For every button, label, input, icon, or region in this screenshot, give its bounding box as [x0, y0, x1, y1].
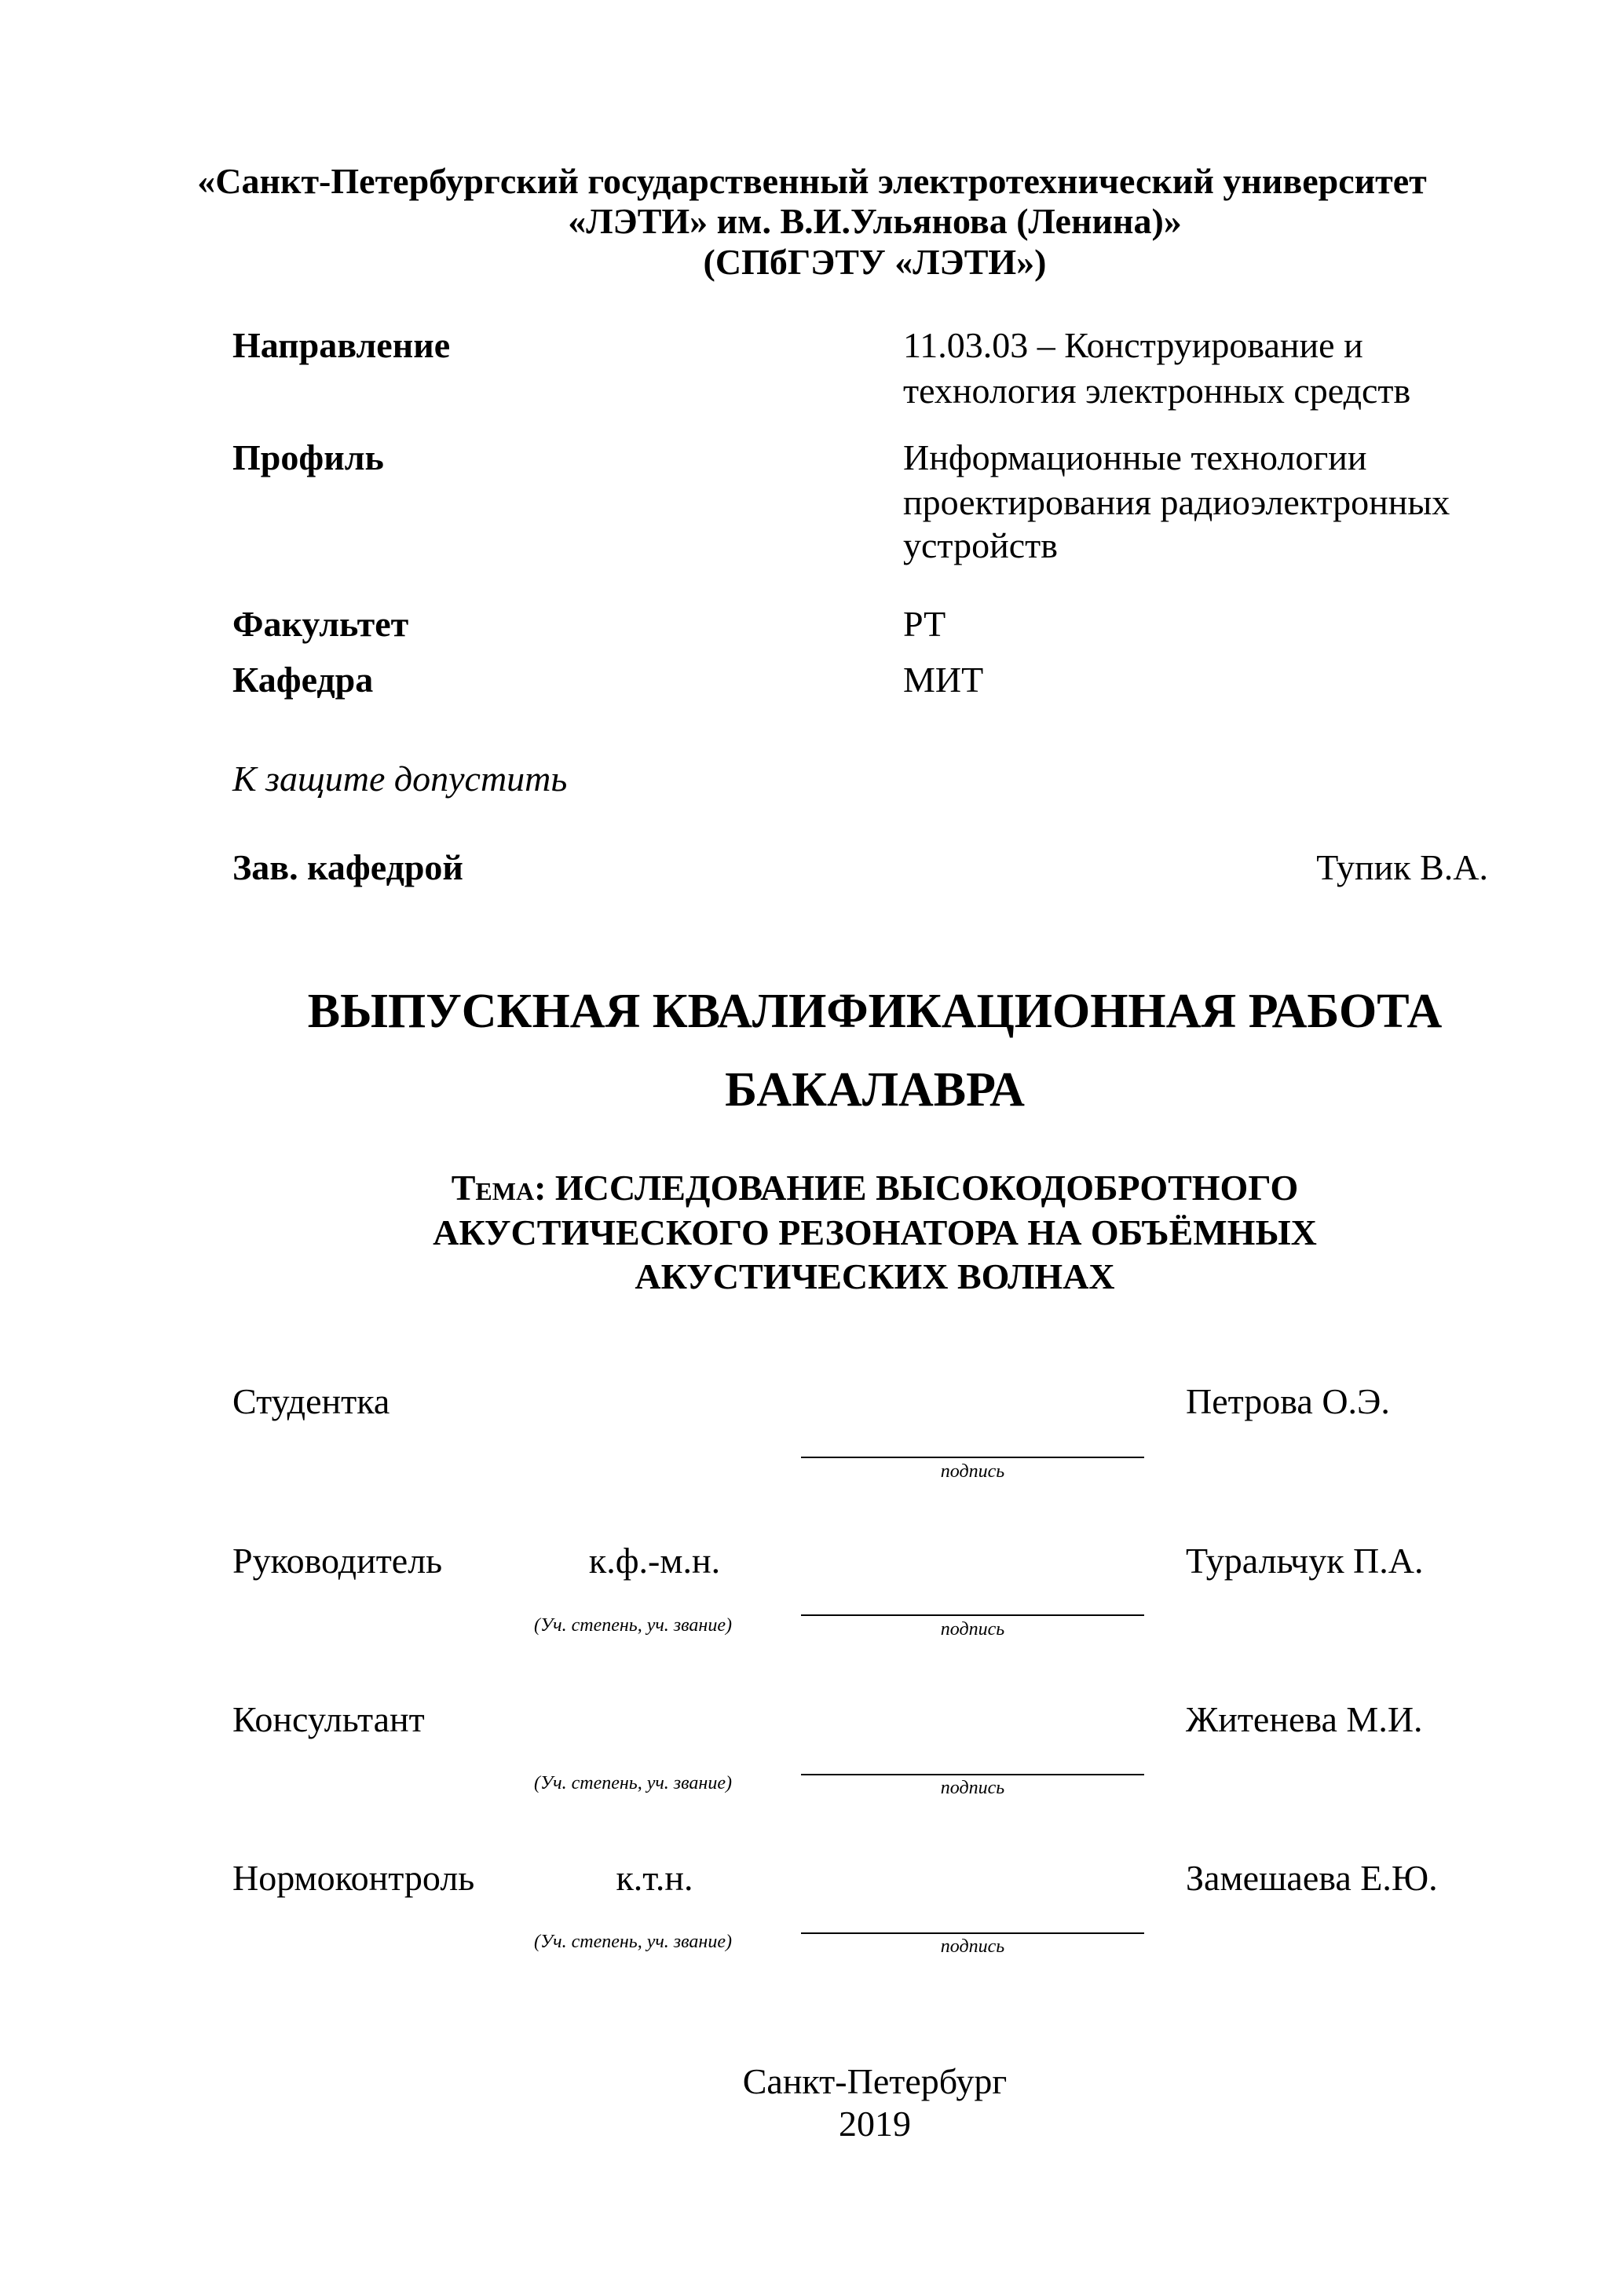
info-label-faculty: Факультет — [232, 604, 409, 644]
signature-line — [801, 1457, 1144, 1458]
person-name: Туральчук П.А. — [1186, 1541, 1424, 1581]
topic-line-1 — [63, 1166, 1624, 1210]
document-title-line-1: ВЫПУСКНАЯ КВАЛИФИКАЦИОННАЯ РАБОТА — [307, 985, 1443, 1038]
person-name: Замешаева Е.Ю. — [1186, 1858, 1438, 1898]
header-line-1: «Санкт-Петербургский государственный электротехнический университет — [197, 161, 1427, 201]
info-value-profile-1: Информационные технологии — [903, 437, 1367, 477]
signature-hint: подпись — [940, 1461, 1005, 1482]
degree-hint: (Уч. степень, уч. звание) — [534, 1932, 732, 1952]
degree-hint: (Уч. степень, уч. звание) — [534, 1615, 732, 1636]
footer-city: Санкт-Петербург — [742, 2061, 1008, 2101]
info-label-department: Кафедра — [232, 660, 374, 700]
degree-hint: (Уч. степень, уч. звание) — [534, 1773, 732, 1793]
head-of-dept-name: Тупик В.А. — [1316, 847, 1488, 887]
head-of-dept-label: Зав. кафедрой — [232, 847, 463, 887]
academic-degree: к.ф.-м.н. — [588, 1541, 721, 1581]
document-title-line-2: БАКАЛАВРА — [725, 1063, 1025, 1117]
topic-line-3: АКУСТИЧЕСКИХ ВОЛНАХ — [635, 1256, 1115, 1296]
topic-line-2: АКУСТИЧЕСКОГО РЕЗОНАТОРА НА ОБЪЁМНЫХ — [433, 1212, 1317, 1252]
role-label: Руководитель — [232, 1541, 443, 1581]
signature-hint: подпись — [940, 1619, 1005, 1640]
signature-line — [801, 1932, 1144, 1934]
role-label: Консультант — [232, 1699, 425, 1739]
role-label: Нормоконтроль — [232, 1858, 475, 1898]
info-value-direction-1: 11.03.03 – Конструирование и — [903, 325, 1363, 365]
info-value-faculty: РТ — [903, 604, 946, 644]
header-line-2: «ЛЭТИ» им. В.И.Ульянова (Ленина)» — [568, 201, 1182, 241]
info-label-profile: Профиль — [232, 437, 384, 477]
header-line-3: (СПбГЭТУ «ЛЭТИ») — [703, 242, 1047, 282]
signature-line — [801, 1774, 1144, 1775]
signature-line — [801, 1614, 1144, 1616]
signature-hint: подпись — [940, 1936, 1005, 1957]
topic-text-1: ИССЛЕДОВАНИЕ ВЫСОКОДОБРОТНОГО — [554, 1168, 1299, 1208]
info-value-profile-2: проектирования радиоэлектронных — [903, 482, 1450, 522]
info-value-department: МИТ — [903, 660, 984, 700]
role-label: Студентка — [232, 1381, 390, 1421]
signature-hint: подпись — [940, 1778, 1005, 1798]
admission-note: К защите допустить — [232, 759, 568, 799]
topic-prefix: Тема: — [451, 1168, 547, 1208]
person-name: Житенева М.И. — [1186, 1699, 1423, 1739]
footer-year: 2019 — [839, 2104, 911, 2144]
info-value-direction-2: технология электронных средств — [903, 371, 1411, 411]
person-name: Петрова О.Э. — [1186, 1381, 1390, 1421]
info-label-direction: Направление — [232, 325, 451, 365]
info-value-profile-3: устройств — [903, 525, 1058, 565]
academic-degree: к.т.н. — [616, 1858, 693, 1898]
